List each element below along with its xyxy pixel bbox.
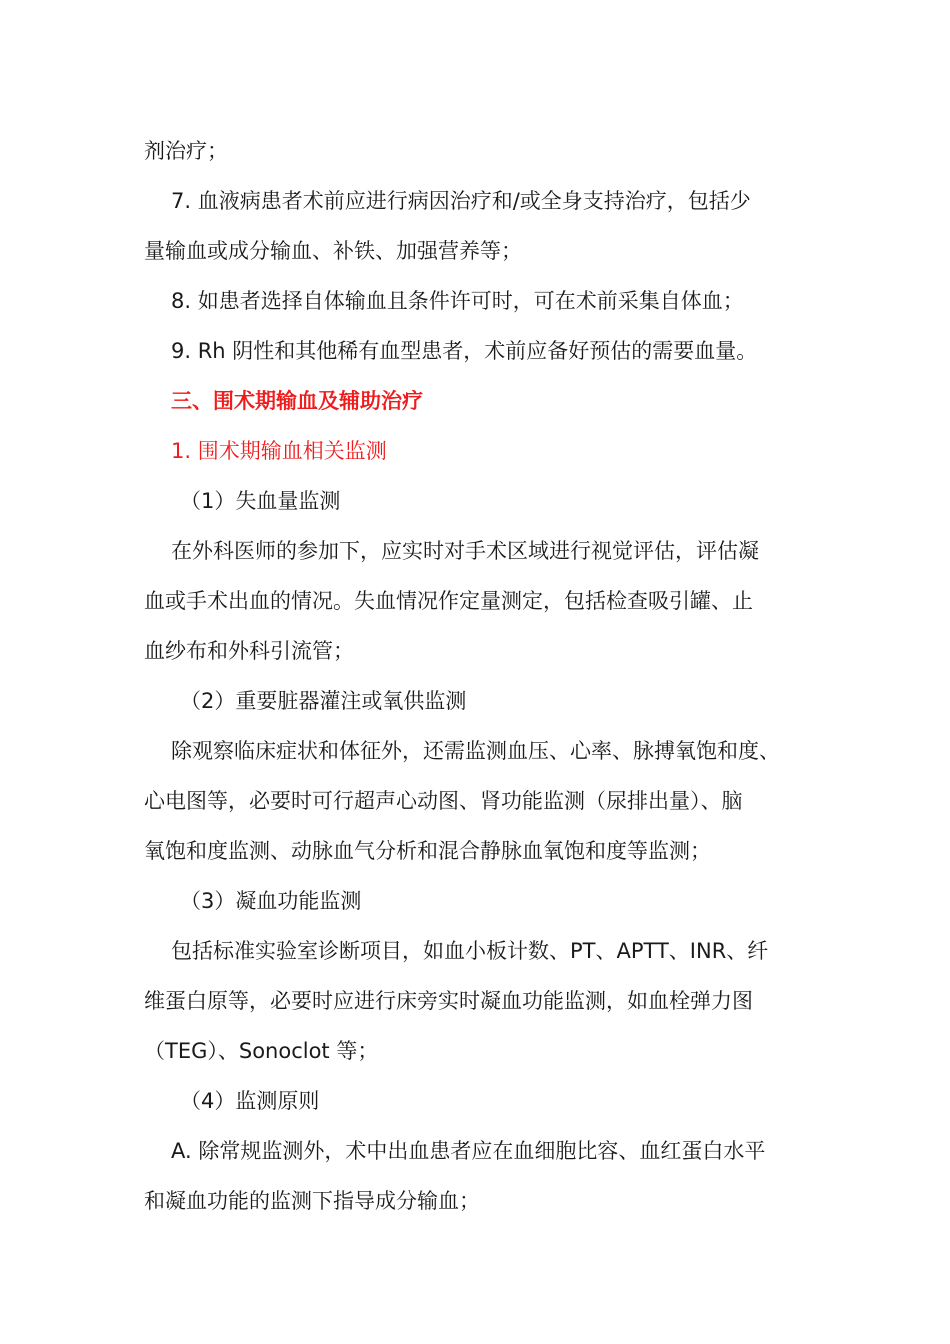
paragraph-line: 维蛋白原等，必要时应进行床旁实时凝血功能监测，如血栓弹力图 [144, 989, 753, 1013]
paragraph-line: 除观察临床症状和体征外，还需监测血压、心率、脉搏氧饱和度、 [171, 739, 780, 763]
list-item-9: 9. Rh 阴性和其他稀有血型患者，术前应备好预估的需要血量。 [171, 339, 758, 363]
paragraph-line: 心电图等，必要时可行超声心动图、肾功能监测（尿排出量）、脑 [144, 789, 743, 813]
list-item-8: 8. 如患者选择自体输血且条件许可时，可在术前采集自体血； [171, 289, 744, 313]
paragraph-line: 氧饱和度监测、动脉血气分析和混合静脉血氧饱和度等监测； [144, 839, 711, 863]
item-heading-1: （1）失血量监测 [180, 489, 341, 513]
paragraph-line: 量输血或成分输血、补铁、加强营养等； [144, 239, 522, 263]
paragraph-line: 在外科医师的参加下，应实时对手术区域进行视觉评估，评估凝 [171, 539, 759, 563]
paragraph-line: （TEG）、Sonoclot 等； [144, 1039, 379, 1063]
paragraph-line: 血或手术出血的情况。失血情况作定量测定，包括检查吸引罐、止 [144, 589, 753, 613]
list-item-7: 7. 血液病患者术前应进行病因治疗和/或全身支持治疗，包括少 [171, 189, 751, 213]
item-heading-2: （2）重要脏器灌注或氧供监测 [180, 689, 467, 713]
item-heading-3: （3）凝血功能监测 [180, 889, 362, 913]
document-body [144, 126, 814, 1226]
paragraph-line: 血纱布和外科引流管； [144, 639, 354, 663]
paragraph-line: 剂治疗； [144, 139, 228, 163]
section-heading: 三、围术期输血及辅助治疗 [171, 389, 423, 413]
item-heading-4: （4）监测原则 [180, 1089, 320, 1113]
paragraph-line: 包括标准实验室诊断项目，如血小板计数、PT、APTT、INR、纤 [171, 939, 769, 963]
paragraph-line: A. 除常规监测外，术中出血患者应在血细胞比容、血红蛋白水平 [171, 1139, 766, 1163]
subsection-heading: 1. 围术期输血相关监测 [171, 439, 387, 463]
paragraph-line: 和凝血功能的监测下指导成分输血； [144, 1189, 480, 1213]
